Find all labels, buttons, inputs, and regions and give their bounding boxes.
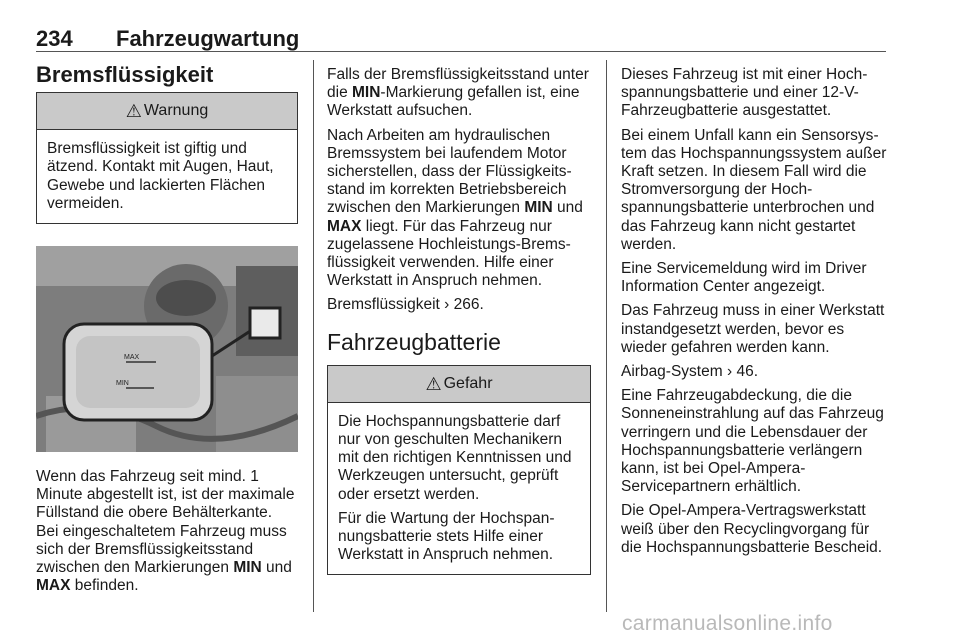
danger-box xyxy=(327,365,591,576)
warning-triangle-icon: ⚠ xyxy=(425,373,442,394)
paragraph-battery-types: Dieses Fahrzeug ist mit einer Hochspannungsbatterie und einer 12-V-Fahrzeugbatterie ausgestattet. xyxy=(621,66,868,120)
column-3 xyxy=(621,66,893,563)
column-1 xyxy=(36,60,298,601)
paragraph-min-level: Falls der Bremsflüssigkeitsstand unter die MIN-Markierung gefallen ist, eine Werkstatt aufsuchen. xyxy=(327,66,589,120)
danger-heading: Gefahr xyxy=(443,374,493,392)
danger-body xyxy=(328,403,590,575)
warning-text: Bremsflüssigkeit ist giftig und ätzend. Kontakt mit Augen, Haut, Gewebe und lackierten Flächen vermeiden. xyxy=(47,140,274,212)
section-title-vehicle-battery: Fahrzeugbatterie xyxy=(327,328,501,355)
column-divider-2 xyxy=(606,60,607,612)
danger-box-header xyxy=(328,366,590,403)
arrow-right-icon: › xyxy=(726,363,733,381)
figure-max-label: MAX xyxy=(124,354,140,362)
paragraph-vehicle-cover: Eine Fahrzeugabdeckung, die die Sonneneinstrahlung auf das Fahrzeug verringern und die Lebensdauer der Hochspannungsbatterie verlängern kann, ist bei Opel-Ampera-Servicepartnern erhältlich. xyxy=(621,387,884,496)
paragraph-accident: Bei einem Unfall kann ein Sensorsystem das Hochspannungssystem außer Kraft setzen. In diesem Fall wird die Stromversorgung der Hochspannungsbatterie unterbrochen und das Fahrzeug kann nicht gestartet werden. xyxy=(621,126,887,253)
figure-min-label: MIN xyxy=(116,380,129,388)
paragraph-service-message: Eine Servicemeldung wird im Driver Information Center angezeigt. xyxy=(621,260,867,296)
warning-triangle-icon: ⚠ xyxy=(125,101,142,122)
warning-box xyxy=(36,92,298,224)
paragraph-hydraulic-work: Nach Arbeiten am hydraulischen Bremssystem bei laufendem Motor sicherstellen, dass der Flüssigkeitsstand im korrekten Betriebsbereich zwischen den Markierungen MIN und MAX liegt. Für das Fahrzeug nur zugelassene Hochleistungs-Bremsflüssigkeit verwenden. Hilfe einer Werkstatt in Anspruch nehmen. xyxy=(327,126,583,290)
arrow-right-icon: › xyxy=(444,296,450,314)
page-number: 234 xyxy=(36,26,73,51)
paragraph-workshop-repair: Das Fahrzeug muss in einer Werkstatt instandgesetzt werden, bevor es wieder gefahren werden kann. xyxy=(621,302,885,356)
paragraph-recycling: Die Opel-Ampera-Vertragswerkstatt weiß über den Recyclingvorgang für die Hochspannungsbatterie Bescheid. xyxy=(621,502,883,556)
cross-reference-airbag: Airbag-System › 46. xyxy=(621,363,759,381)
danger-text-2: Für die Wartung der Hochspannungsbatterie stets Hilfe einer Werkstatt in Anspruch nehmen. xyxy=(338,509,555,564)
warning-heading: Warnung xyxy=(143,102,209,120)
brake-fluid-reservoir-photo xyxy=(36,246,298,452)
page-header xyxy=(36,22,886,52)
header-rule xyxy=(36,51,886,52)
column-2 xyxy=(327,66,591,595)
danger-text-1: Die Hochspannungsbatterie darf nur von geschulten Mechanikern mit den richtigen Kenntnissen und Werkzeugen untersucht, geprüft oder ersetzt werden. xyxy=(338,412,572,503)
warning-box-header xyxy=(37,93,297,130)
watermark: carmanualsonline.info xyxy=(622,612,833,635)
engine-bay-illustration xyxy=(36,246,298,452)
column-divider-1 xyxy=(313,60,314,612)
brake-fluid-level-paragraph: Wenn das Fahrzeug seit mind. 1 Minute abgestellt ist, ist der maximale Füllstand die obere Behälterkante. Bei eingeschaltetem Fahrzeug muss sich der Bremsflüssigkeitsstand zwischen den Markierungen MIN und MAX befinden. xyxy=(36,468,295,595)
cross-reference-brake-fluid: Bremsflüssigkeit › 266. xyxy=(327,296,484,314)
running-title: Fahrzeugwartung xyxy=(116,26,300,51)
section-title-brake-fluid: Bremsflüssigkeit xyxy=(36,62,214,87)
